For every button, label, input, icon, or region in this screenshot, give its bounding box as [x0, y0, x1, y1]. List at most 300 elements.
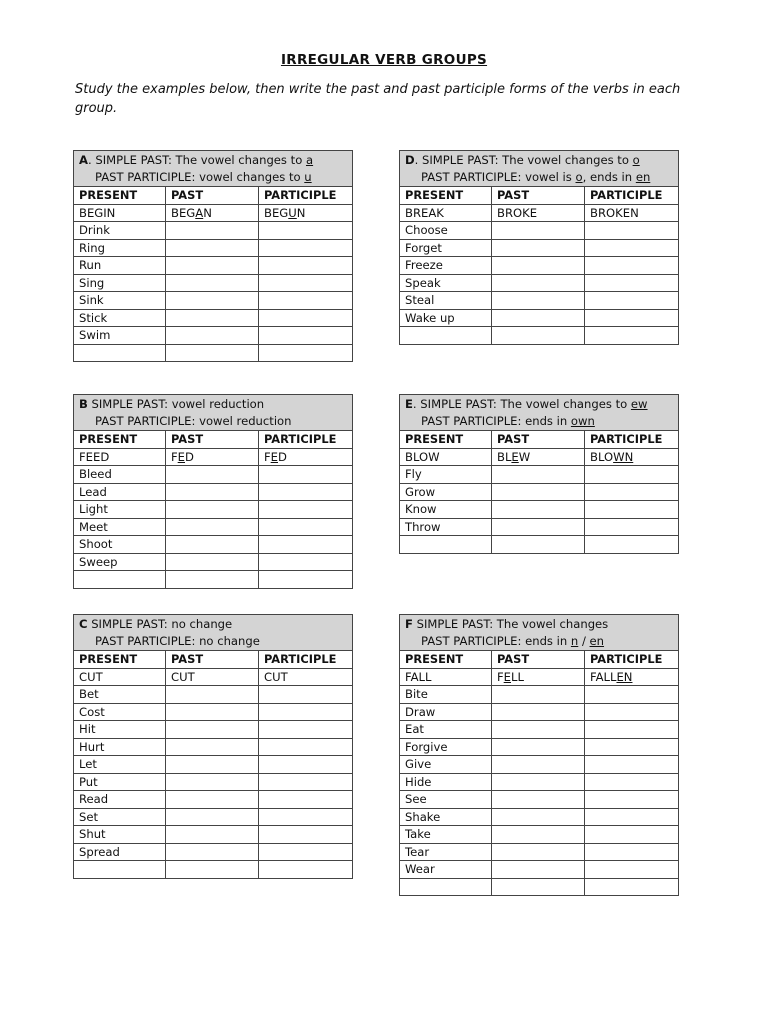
- verb-present: Choose: [400, 222, 492, 240]
- past-blank[interactable]: [492, 843, 585, 861]
- participle-blank[interactable]: [585, 843, 679, 861]
- example-present: BLOW: [400, 448, 492, 466]
- participle-blank[interactable]: [585, 518, 679, 536]
- verb-present: Fly: [400, 466, 492, 484]
- table-row: [400, 721, 679, 739]
- past-blank[interactable]: [492, 826, 585, 844]
- example-past-start: F: [497, 669, 504, 684]
- participle-blank[interactable]: [259, 553, 353, 571]
- column-header-participle: PARTICIPLE: [259, 431, 353, 449]
- participle-blank[interactable]: [259, 738, 353, 756]
- participle-blank[interactable]: [259, 344, 353, 362]
- table-row: [400, 703, 679, 721]
- group-rule-simple-past: [405, 153, 640, 167]
- verb-table-group-c: [73, 614, 353, 879]
- example-row: [74, 204, 353, 222]
- past-blank[interactable]: [166, 309, 259, 327]
- group-rule-simple-past: [405, 617, 608, 631]
- verb-present: Draw: [400, 703, 492, 721]
- past-blank[interactable]: [166, 239, 259, 257]
- verb-present: Give: [400, 756, 492, 774]
- participle-blank[interactable]: [585, 536, 679, 554]
- table-row: [400, 501, 679, 519]
- participle-rule-separator: /: [578, 634, 590, 648]
- example-present: FALL: [400, 668, 492, 686]
- past-blank[interactable]: [166, 518, 259, 536]
- example-row: [400, 204, 679, 222]
- participle-rule-highlight-2: en: [635, 170, 651, 184]
- example-row: [74, 448, 353, 466]
- group-header: [74, 151, 353, 187]
- participle-blank[interactable]: [585, 501, 679, 519]
- column-header-present: PRESENT: [74, 187, 166, 205]
- present-blank[interactable]: [400, 878, 492, 896]
- group-letter: B: [79, 397, 88, 411]
- group-letter-suffix: .: [414, 153, 419, 167]
- column-header-present: PRESENT: [400, 431, 492, 449]
- participle-blank[interactable]: [585, 791, 679, 809]
- table-row: [400, 466, 679, 484]
- table-row: [74, 309, 353, 327]
- example-past-start: CUT: [171, 669, 195, 684]
- simple-past-rule: SIMPLE PAST: The vowel changes to: [420, 397, 631, 411]
- participle-blank[interactable]: [259, 483, 353, 501]
- table-row: [74, 483, 353, 501]
- past-blank[interactable]: [492, 703, 585, 721]
- verb-present: Sing: [74, 274, 166, 292]
- example-participle-changed: EN: [616, 669, 633, 684]
- example-past: [166, 204, 259, 222]
- past-blank[interactable]: [492, 738, 585, 756]
- table-row-empty: [74, 344, 353, 362]
- participle-blank[interactable]: [585, 483, 679, 501]
- example-participle: [585, 668, 679, 686]
- table-row: [400, 686, 679, 704]
- participle-blank[interactable]: [259, 721, 353, 739]
- example-past: [166, 668, 259, 686]
- group-header: [74, 395, 353, 431]
- past-blank[interactable]: [166, 826, 259, 844]
- table-row: [400, 222, 679, 240]
- column-header-participle: PARTICIPLE: [259, 651, 353, 669]
- participle-blank[interactable]: [259, 536, 353, 554]
- example-present: BEGIN: [74, 204, 166, 222]
- participle-blank[interactable]: [585, 309, 679, 327]
- table-row: [400, 756, 679, 774]
- example-participle-changed: WN: [613, 449, 634, 464]
- past-blank[interactable]: [166, 274, 259, 292]
- simple-past-rule: SIMPLE PAST: The vowel changes: [416, 617, 609, 631]
- past-blank[interactable]: [492, 808, 585, 826]
- simple-past-rule: SIMPLE PAST: The vowel changes to: [95, 153, 306, 167]
- past-blank[interactable]: [492, 878, 585, 896]
- past-blank[interactable]: [492, 536, 585, 554]
- example-participle-start: F: [264, 449, 271, 464]
- verb-present: Swim: [74, 327, 166, 345]
- example-past-start: F: [171, 449, 178, 464]
- example-past-start: BEG: [171, 205, 196, 220]
- past-blank[interactable]: [492, 518, 585, 536]
- column-header-participle: PARTICIPLE: [585, 651, 679, 669]
- table-row: [400, 843, 679, 861]
- participle-rule-highlight: o: [575, 170, 583, 184]
- table-row: [400, 257, 679, 275]
- example-past-changed: E: [503, 669, 511, 684]
- past-blank[interactable]: [166, 808, 259, 826]
- participle-blank[interactable]: [585, 721, 679, 739]
- past-blank[interactable]: [166, 553, 259, 571]
- verb-present: Hide: [400, 773, 492, 791]
- past-blank[interactable]: [166, 843, 259, 861]
- table-row: [74, 756, 353, 774]
- group-letter: C: [79, 617, 88, 631]
- verb-present: Shoot: [74, 536, 166, 554]
- table-row-empty: [74, 571, 353, 589]
- table-row: [400, 826, 679, 844]
- past-blank[interactable]: [492, 483, 585, 501]
- column-header-past: PAST: [166, 651, 259, 669]
- past-blank[interactable]: [492, 773, 585, 791]
- column-header-past: PAST: [166, 431, 259, 449]
- table-row: [74, 553, 353, 571]
- example-participle-start: CUT: [264, 669, 288, 684]
- group-letter: D: [405, 153, 415, 167]
- table-row: [74, 292, 353, 310]
- table-row-empty: [400, 536, 679, 554]
- past-blank[interactable]: [166, 501, 259, 519]
- verb-table-group-d: [399, 150, 679, 345]
- table-row: [74, 826, 353, 844]
- column-header-present: PRESENT: [74, 431, 166, 449]
- table-row: [74, 791, 353, 809]
- verb-present: See: [400, 791, 492, 809]
- verb-present: Bleed: [74, 466, 166, 484]
- past-blank[interactable]: [492, 257, 585, 275]
- past-blank[interactable]: [166, 686, 259, 704]
- participle-blank[interactable]: [259, 518, 353, 536]
- past-blank[interactable]: [166, 738, 259, 756]
- example-present: BREAK: [400, 204, 492, 222]
- table-row: [400, 773, 679, 791]
- column-header-present: PRESENT: [400, 187, 492, 205]
- table-row: [74, 773, 353, 791]
- participle-rule: PAST PARTICIPLE: ends in: [421, 634, 571, 648]
- table-row: [400, 483, 679, 501]
- present-blank[interactable]: [74, 571, 166, 589]
- participle-rule: PAST PARTICIPLE: vowel reduction: [95, 414, 292, 428]
- group-letter-suffix: .: [412, 397, 417, 411]
- table-row: [400, 518, 679, 536]
- table-row: [74, 501, 353, 519]
- column-header-present: PRESENT: [74, 651, 166, 669]
- verb-present: Bet: [74, 686, 166, 704]
- table-row: [400, 861, 679, 879]
- participle-blank[interactable]: [585, 327, 679, 345]
- participle-rule-highlight-2: en: [589, 634, 605, 648]
- table-row: [400, 738, 679, 756]
- group-rule-past-participle: [405, 633, 674, 650]
- table-row: [400, 309, 679, 327]
- group-letter: E: [405, 397, 413, 411]
- present-blank[interactable]: [400, 536, 492, 554]
- table-row: [400, 239, 679, 257]
- example-past-changed: E: [511, 449, 519, 464]
- group-rule-past-participle: [405, 169, 674, 186]
- example-participle: [259, 204, 353, 222]
- group-header: [400, 395, 679, 431]
- verb-present: Take: [400, 826, 492, 844]
- verb-present: Read: [74, 791, 166, 809]
- verb-present: Spread: [74, 843, 166, 861]
- example-past-changed: A: [195, 205, 204, 220]
- past-blank[interactable]: [492, 327, 585, 345]
- table-row: [74, 222, 353, 240]
- past-blank[interactable]: [166, 721, 259, 739]
- example-past: [492, 668, 585, 686]
- table-row: [74, 327, 353, 345]
- simple-past-rule-highlight: o: [632, 153, 640, 167]
- participle-rule: PAST PARTICIPLE: no change: [95, 634, 260, 648]
- verb-present: Put: [74, 773, 166, 791]
- example-participle: [259, 448, 353, 466]
- participle-blank[interactable]: [585, 808, 679, 826]
- participle-blank[interactable]: [259, 571, 353, 589]
- verb-present: Shake: [400, 808, 492, 826]
- example-participle: [585, 204, 679, 222]
- participle-blank[interactable]: [259, 222, 353, 240]
- past-blank[interactable]: [166, 222, 259, 240]
- table-row: [74, 257, 353, 275]
- participle-blank[interactable]: [259, 274, 353, 292]
- table-row: [74, 686, 353, 704]
- example-participle-start: BEG: [264, 205, 289, 220]
- group-letter: F: [405, 617, 413, 631]
- table-row: [400, 791, 679, 809]
- participle-blank[interactable]: [585, 756, 679, 774]
- table-row-empty: [400, 878, 679, 896]
- participle-blank[interactable]: [585, 274, 679, 292]
- past-blank[interactable]: [166, 466, 259, 484]
- table-row: [74, 738, 353, 756]
- past-blank[interactable]: [166, 756, 259, 774]
- past-blank[interactable]: [492, 791, 585, 809]
- verb-present: Let: [74, 756, 166, 774]
- verb-present: Wear: [400, 861, 492, 879]
- verb-present: Run: [74, 257, 166, 275]
- example-participle-end: N: [296, 205, 306, 220]
- present-blank[interactable]: [400, 327, 492, 345]
- example-past-end: D: [185, 449, 194, 464]
- example-past-end: LL: [511, 669, 524, 684]
- group-rule-past-participle: [79, 413, 348, 430]
- past-blank[interactable]: [166, 861, 259, 879]
- table-row: [74, 703, 353, 721]
- table-row: [74, 721, 353, 739]
- verb-present: Hit: [74, 721, 166, 739]
- participle-blank[interactable]: [585, 239, 679, 257]
- example-participle-changed: E: [270, 449, 278, 464]
- example-participle-end: D: [278, 449, 287, 464]
- participle-blank[interactable]: [585, 878, 679, 896]
- past-blank[interactable]: [166, 571, 259, 589]
- simple-past-rule-highlight: a: [305, 153, 314, 167]
- example-past-end: W: [518, 449, 531, 464]
- participle-blank[interactable]: [585, 826, 679, 844]
- example-participle-start: BLO: [590, 449, 614, 464]
- participle-blank[interactable]: [259, 773, 353, 791]
- example-participle: [585, 448, 679, 466]
- past-blank[interactable]: [166, 257, 259, 275]
- simple-past-rule: SIMPLE PAST: vowel reduction: [91, 397, 265, 411]
- participle-blank[interactable]: [259, 791, 353, 809]
- page-title: IRREGULAR VERB GROUPS: [280, 52, 488, 68]
- past-blank[interactable]: [492, 222, 585, 240]
- table-row-empty: [74, 861, 353, 879]
- past-blank[interactable]: [492, 501, 585, 519]
- participle-blank[interactable]: [585, 861, 679, 879]
- verb-present: Bite: [400, 686, 492, 704]
- past-blank[interactable]: [492, 861, 585, 879]
- column-header-past: PAST: [492, 431, 585, 449]
- verb-present: Ring: [74, 239, 166, 257]
- past-blank[interactable]: [166, 483, 259, 501]
- example-participle-start: FALL: [590, 669, 617, 684]
- example-row: [400, 448, 679, 466]
- past-blank[interactable]: [166, 344, 259, 362]
- simple-past-rule-highlight: ew: [630, 397, 648, 411]
- verb-present: Stick: [74, 309, 166, 327]
- participle-blank[interactable]: [585, 703, 679, 721]
- participle-blank[interactable]: [585, 222, 679, 240]
- verb-table-group-e: [399, 394, 679, 554]
- participle-blank[interactable]: [259, 309, 353, 327]
- past-blank[interactable]: [166, 703, 259, 721]
- verb-present: Set: [74, 808, 166, 826]
- participle-blank[interactable]: [585, 686, 679, 704]
- instructions: Study the examples below, then write the past and past participle forms of the verbs in each group.: [75, 82, 681, 116]
- table-row: [400, 274, 679, 292]
- verb-table-group-b: [73, 394, 353, 589]
- participle-rule-highlight: u: [304, 170, 312, 184]
- example-row: [400, 668, 679, 686]
- group-letter-suffix: .: [87, 153, 92, 167]
- participle-blank[interactable]: [585, 738, 679, 756]
- column-header-participle: PARTICIPLE: [585, 431, 679, 449]
- participle-blank[interactable]: [585, 466, 679, 484]
- simple-past-rule: SIMPLE PAST: no change: [91, 617, 233, 631]
- verb-present: Freeze: [400, 257, 492, 275]
- past-blank[interactable]: [166, 327, 259, 345]
- participle-rule-separator: , ends in: [582, 170, 636, 184]
- table-row: [74, 239, 353, 257]
- participle-blank[interactable]: [259, 501, 353, 519]
- table-row: [74, 808, 353, 826]
- present-blank[interactable]: [74, 344, 166, 362]
- example-past: [166, 448, 259, 466]
- past-blank[interactable]: [492, 756, 585, 774]
- participle-blank[interactable]: [259, 292, 353, 310]
- simple-past-rule: SIMPLE PAST: The vowel changes to: [422, 153, 633, 167]
- participle-blank[interactable]: [259, 756, 353, 774]
- table-row: [74, 274, 353, 292]
- example-participle-start: BROKEN: [590, 205, 639, 220]
- participle-rule-highlight: own: [570, 414, 595, 428]
- group-rule-past-participle: [79, 633, 348, 650]
- verb-present: Sink: [74, 292, 166, 310]
- past-blank[interactable]: [166, 292, 259, 310]
- participle-blank[interactable]: [259, 843, 353, 861]
- group-letter: A: [79, 153, 88, 167]
- past-blank[interactable]: [166, 773, 259, 791]
- verb-present: Throw: [400, 518, 492, 536]
- participle-blank[interactable]: [585, 257, 679, 275]
- participle-blank[interactable]: [585, 292, 679, 310]
- table-row: [400, 292, 679, 310]
- participle-blank[interactable]: [259, 466, 353, 484]
- group-rule-past-participle: [79, 169, 348, 186]
- verb-present: Eat: [400, 721, 492, 739]
- column-header-past: PAST: [492, 651, 585, 669]
- verb-present: Sweep: [74, 553, 166, 571]
- past-blank[interactable]: [492, 274, 585, 292]
- participle-blank[interactable]: [259, 808, 353, 826]
- participle-blank[interactable]: [259, 703, 353, 721]
- participle-blank[interactable]: [259, 826, 353, 844]
- participle-blank[interactable]: [259, 327, 353, 345]
- participle-rule-highlight: n: [570, 634, 579, 648]
- group-header: [400, 615, 679, 651]
- verb-present: Forgive: [400, 738, 492, 756]
- group-header: [74, 615, 353, 651]
- participle-blank[interactable]: [259, 257, 353, 275]
- participle-blank[interactable]: [259, 239, 353, 257]
- participle-blank[interactable]: [259, 861, 353, 879]
- example-past: [492, 448, 585, 466]
- example-past-changed: E: [177, 449, 185, 464]
- table-row: [400, 808, 679, 826]
- verb-present: Drink: [74, 222, 166, 240]
- past-blank[interactable]: [492, 721, 585, 739]
- table-row-empty: [400, 327, 679, 345]
- past-blank[interactable]: [492, 292, 585, 310]
- past-blank[interactable]: [166, 791, 259, 809]
- past-blank[interactable]: [492, 686, 585, 704]
- example-row: [74, 668, 353, 686]
- column-header-past: PAST: [166, 187, 259, 205]
- past-blank[interactable]: [492, 309, 585, 327]
- verb-present: Steal: [400, 292, 492, 310]
- past-blank[interactable]: [492, 239, 585, 257]
- example-past-end: N: [203, 205, 212, 220]
- example-participle: [259, 668, 353, 686]
- participle-rule: PAST PARTICIPLE: vowel changes to: [95, 170, 305, 184]
- group-rule-past-participle: [405, 413, 674, 430]
- group-header: [400, 151, 679, 187]
- past-blank[interactable]: [492, 466, 585, 484]
- verb-present: Hurt: [74, 738, 166, 756]
- group-rule-simple-past: [79, 617, 232, 631]
- group-rule-simple-past: [405, 397, 648, 411]
- verb-present: Wake up: [400, 309, 492, 327]
- participle-blank[interactable]: [259, 686, 353, 704]
- present-blank[interactable]: [74, 861, 166, 879]
- column-header-participle: PARTICIPLE: [585, 187, 679, 205]
- column-header-present: PRESENT: [400, 651, 492, 669]
- group-rule-simple-past: [79, 397, 264, 411]
- verb-present: Tear: [400, 843, 492, 861]
- past-blank[interactable]: [166, 536, 259, 554]
- participle-blank[interactable]: [585, 773, 679, 791]
